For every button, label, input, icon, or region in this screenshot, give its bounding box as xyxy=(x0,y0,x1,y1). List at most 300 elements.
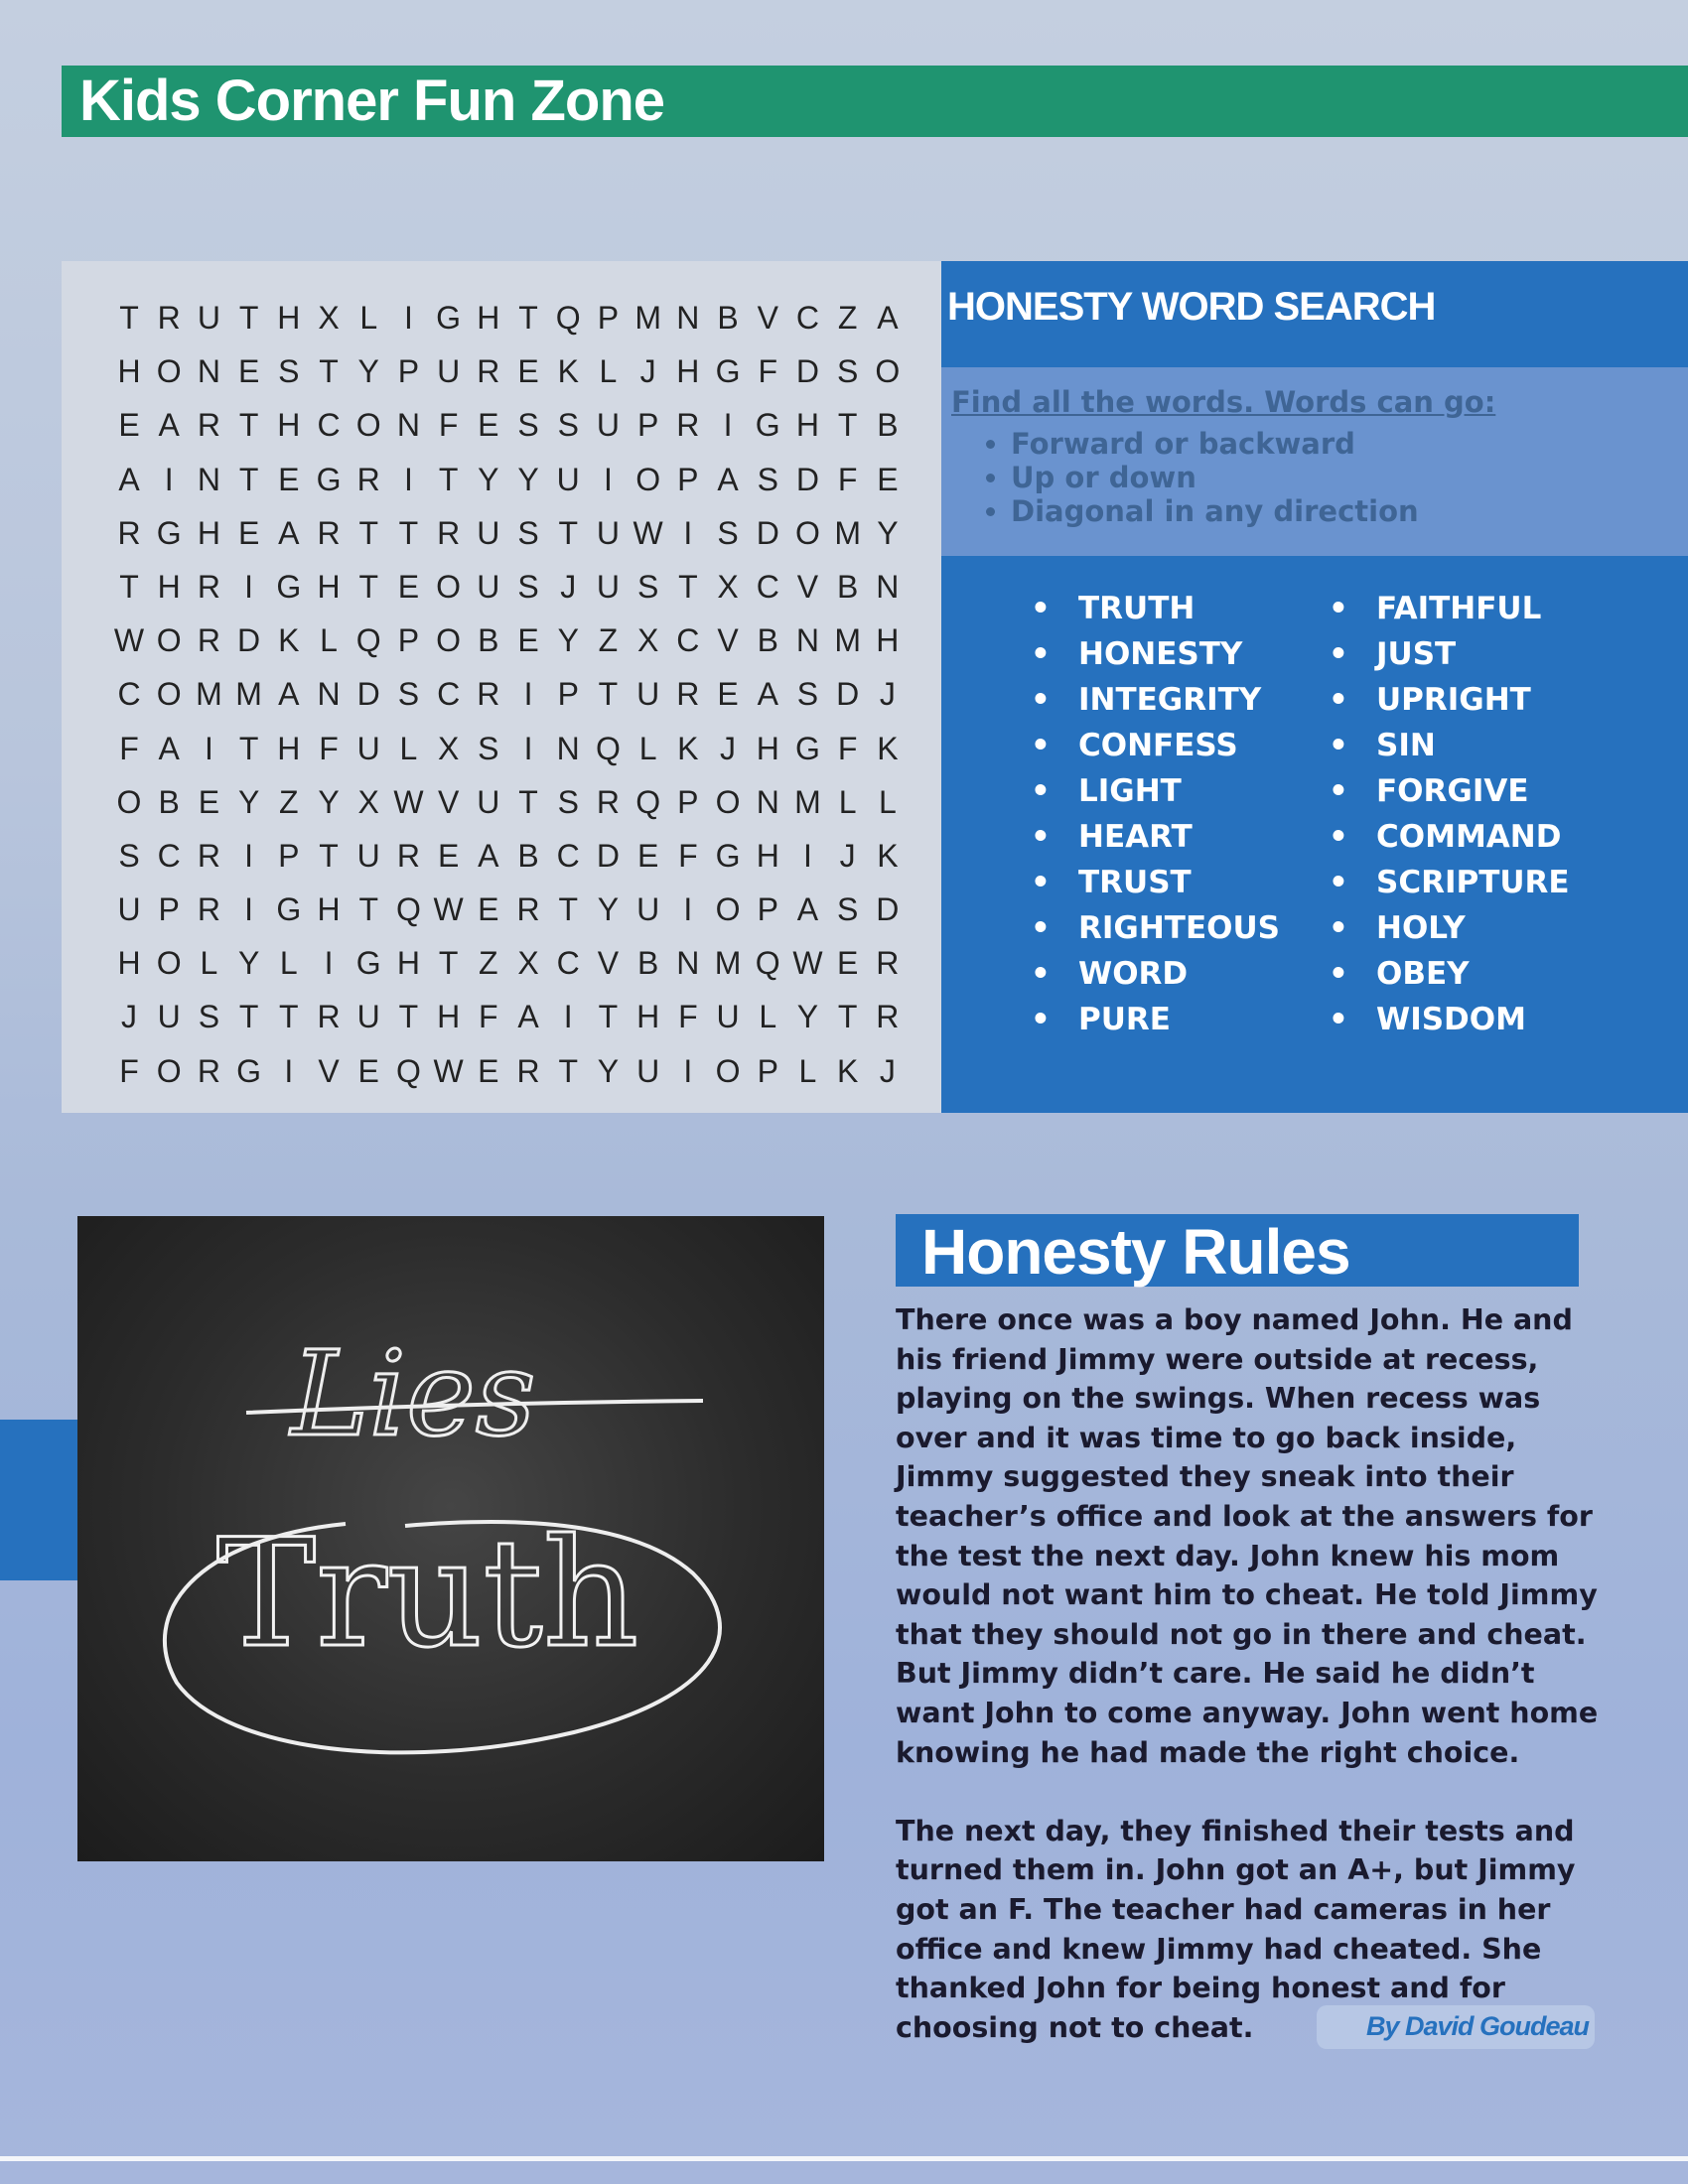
side-accent-bar xyxy=(0,1420,79,1580)
story-paragraph: There once was a boy named John. He and his friend Jimmy were outside at recess, playing on the swings. When recess was over and it was time to go back inside, Jimmy suggested they sneak into their teacher’s office and look at the answers for the test the next day. John knew his mom would not want him to cheat. He told Jimmy that they should not go in there and cheat. But Jimmy didn’t care. He said he didn’t want John to come anyway. John went home knowing he had made the right choice. xyxy=(896,1303,1599,1769)
grid-letter: Q xyxy=(355,622,381,659)
grid-letter: M xyxy=(634,300,661,336)
word-list-item: • TRUTH xyxy=(1031,586,1280,631)
grid-letter: C xyxy=(157,837,181,874)
grid-letter: J xyxy=(879,676,896,713)
grid-letter: U xyxy=(437,353,461,390)
grid-letter: R xyxy=(117,514,141,551)
grid-letter: A xyxy=(796,891,819,928)
grid-letter: L xyxy=(798,1052,817,1089)
grid-letter: C xyxy=(437,676,461,713)
grid-letter: Y xyxy=(478,461,499,497)
word-list-item: • WORD xyxy=(1031,951,1280,997)
grid-letter: G xyxy=(236,1052,262,1089)
grid-row xyxy=(111,936,906,990)
grid-letter: T xyxy=(598,676,619,713)
grid-letter: I xyxy=(523,730,533,766)
grid-letter: U xyxy=(636,1052,660,1089)
word-list-item: • INTEGRITY xyxy=(1031,677,1280,723)
grid-letter: D xyxy=(836,676,860,713)
grid-letter: N xyxy=(556,730,580,766)
chalkboard-image xyxy=(77,1216,824,1861)
rule-item: • Forward or backward xyxy=(1011,427,1419,461)
grid-letter: A xyxy=(757,676,778,713)
grid-letter: F xyxy=(758,353,778,390)
grid-letter: A xyxy=(517,999,539,1035)
grid-letter: S xyxy=(118,837,140,874)
grid-letter: H xyxy=(157,568,181,605)
grid-letter: I xyxy=(803,837,812,874)
grid-letter: A xyxy=(118,461,140,497)
story-title-bar xyxy=(896,1214,1579,1287)
grid-row xyxy=(111,722,906,775)
grid-letter: P xyxy=(397,622,420,659)
grid-letter: I xyxy=(284,1052,294,1089)
byline: By David Goudeau xyxy=(1365,2011,1589,2041)
grid-letter: T xyxy=(398,999,419,1035)
grid-letter: J xyxy=(560,568,577,605)
grid-row xyxy=(111,667,906,721)
grid-letter: F xyxy=(479,999,498,1035)
grid-letter: V xyxy=(796,568,819,605)
grid-letter: I xyxy=(723,407,733,444)
grid-letter: U xyxy=(636,891,660,928)
grid-letter: T xyxy=(358,514,378,551)
grid-letter: B xyxy=(478,622,499,659)
grid-letter: M xyxy=(235,676,262,713)
grid-letter: I xyxy=(683,891,693,928)
grid-letter: C xyxy=(676,622,700,659)
grid-letter: A xyxy=(158,730,180,766)
grid-letter: E xyxy=(357,1052,379,1089)
grid-letter: A xyxy=(278,676,300,713)
grid-letter: O xyxy=(875,353,901,390)
grid-letter: U xyxy=(556,461,580,497)
grid-letter: P xyxy=(278,837,300,874)
grid-row xyxy=(111,506,906,560)
grid-letter: Y xyxy=(597,891,620,928)
grid-letter: C xyxy=(795,300,819,336)
grid-letter: U xyxy=(636,676,660,713)
grid-letter: T xyxy=(598,999,619,1035)
grid-letter: R xyxy=(676,407,700,444)
grid-letter: E xyxy=(836,945,859,982)
grid-letter: V xyxy=(717,622,739,659)
grid-letter: G xyxy=(156,514,182,551)
grid-letter: L xyxy=(279,945,298,982)
instructions-rules xyxy=(997,427,1419,528)
grid-letter: I xyxy=(683,514,693,551)
grid-letter: S xyxy=(278,353,300,390)
grid-letter: B xyxy=(517,837,539,874)
grid-letter: K xyxy=(278,622,300,659)
grid-letter: Y xyxy=(877,514,899,551)
grid-letter: L xyxy=(200,945,218,982)
grid-letter: O xyxy=(355,407,381,444)
word-search-grid-panel xyxy=(62,261,941,1113)
grid-letter: L xyxy=(399,730,418,766)
word-list-item: • CONFESS xyxy=(1031,723,1280,768)
grid-letter: P xyxy=(677,783,699,820)
grid-row xyxy=(111,560,906,614)
grid-letter: R xyxy=(356,461,380,497)
grid-letter: G xyxy=(795,730,820,766)
grid-letter: S xyxy=(517,407,539,444)
grid-row xyxy=(111,775,906,829)
grid-letter: N xyxy=(317,676,341,713)
rule-item: • Up or down xyxy=(1011,461,1419,494)
grid-letter: H xyxy=(117,945,141,982)
grid-letter: Y xyxy=(557,622,579,659)
word-list-panel xyxy=(941,556,1688,1113)
circled-word: Truth xyxy=(216,1508,639,1681)
grid-letter: O xyxy=(156,1052,182,1089)
grid-letter: X xyxy=(437,730,460,766)
grid-letter: T xyxy=(238,461,259,497)
grid-letter: M xyxy=(714,945,742,982)
grid-letter: A xyxy=(278,514,300,551)
grid-letter: U xyxy=(356,730,380,766)
story-body xyxy=(896,1300,1611,2087)
grid-letter: H xyxy=(277,407,301,444)
grid-letter: O xyxy=(715,1052,741,1089)
grid-letter: O xyxy=(795,514,820,551)
grid-letter: U xyxy=(716,999,740,1035)
grid-letter: K xyxy=(877,837,899,874)
grid-letter: O xyxy=(635,461,661,497)
grid-letter: Z xyxy=(479,945,498,982)
grid-letter: T xyxy=(119,300,139,336)
grid-letter: I xyxy=(204,730,213,766)
grid-letter: E xyxy=(517,353,539,390)
grid-letter: S xyxy=(636,568,659,605)
grid-letter: T xyxy=(358,568,378,605)
grid-letter: C xyxy=(317,407,341,444)
grid-row xyxy=(111,829,906,883)
grid-letter: V xyxy=(757,300,778,336)
grid-letter: F xyxy=(837,461,858,497)
grid-letter: E xyxy=(478,407,499,444)
grid-letter: L xyxy=(878,783,897,820)
grid-letter: T xyxy=(319,837,339,874)
grid-row xyxy=(111,291,906,344)
grid-letter: O xyxy=(436,622,462,659)
word-list-column-2 xyxy=(1329,586,1570,1042)
grid-letter: R xyxy=(197,1052,220,1089)
grid-letter: U xyxy=(477,514,500,551)
word-list-item: • SIN xyxy=(1329,723,1570,768)
grid-letter: H xyxy=(317,891,341,928)
grid-letter: H xyxy=(756,730,779,766)
grid-letter: M xyxy=(834,622,861,659)
grid-letter: E xyxy=(877,461,899,497)
grid-letter: E xyxy=(636,837,659,874)
grid-letter: W xyxy=(433,891,464,928)
word-search-grid xyxy=(111,291,906,1098)
grid-letter: D xyxy=(356,676,380,713)
grid-letter: K xyxy=(557,353,579,390)
grid-letter: W xyxy=(113,622,145,659)
grid-letter: I xyxy=(563,999,573,1035)
grid-letter: G xyxy=(355,945,381,982)
word-list-item: • TRUST xyxy=(1031,860,1280,905)
grid-letter: P xyxy=(677,461,699,497)
grid-letter: H xyxy=(477,300,500,336)
grid-letter: R xyxy=(197,891,220,928)
grid-letter: A xyxy=(158,407,180,444)
grid-letter: E xyxy=(478,1052,499,1089)
grid-letter: V xyxy=(318,1052,340,1089)
grid-letter: S xyxy=(397,676,420,713)
grid-letter: D xyxy=(756,514,779,551)
grid-letter: N xyxy=(756,783,779,820)
word-search-title: HONESTY WORD SEARCH xyxy=(947,285,1436,329)
word-list-item: • OBEY xyxy=(1329,951,1570,997)
grid-letter: Y xyxy=(357,353,379,390)
grid-letter: R xyxy=(197,407,220,444)
grid-letter: P xyxy=(158,891,180,928)
grid-letter: T xyxy=(558,514,578,551)
grid-letter: Y xyxy=(597,1052,620,1089)
grid-letter: G xyxy=(316,461,342,497)
grid-letter: I xyxy=(523,676,533,713)
grid-letter: L xyxy=(759,999,777,1035)
grid-letter: I xyxy=(403,300,413,336)
grid-letter: I xyxy=(244,891,254,928)
grid-letter: X xyxy=(517,945,539,982)
grid-letter: W xyxy=(792,945,823,982)
grid-letter: I xyxy=(164,461,174,497)
grid-letter: W xyxy=(393,783,424,820)
grid-letter: I xyxy=(324,945,334,982)
grid-letter: R xyxy=(317,514,341,551)
grid-letter: C xyxy=(117,676,141,713)
grid-letter: E xyxy=(198,783,220,820)
grid-letter: I xyxy=(603,461,613,497)
grid-letter: T xyxy=(358,891,378,928)
grid-letter: U xyxy=(356,837,380,874)
grid-letter: T xyxy=(238,730,259,766)
grid-letter: Y xyxy=(796,999,819,1035)
grid-letter: H xyxy=(277,300,301,336)
grid-letter: P xyxy=(557,676,579,713)
grid-letter: Q xyxy=(635,783,661,820)
grid-letter: U xyxy=(157,999,181,1035)
grid-letter: B xyxy=(877,407,899,444)
grid-letter: U xyxy=(477,783,500,820)
grid-letter: O xyxy=(715,783,741,820)
grid-letter: D xyxy=(795,461,819,497)
grid-letter: R xyxy=(516,891,540,928)
grid-letter: L xyxy=(320,622,338,659)
grid-letter: U xyxy=(596,568,620,605)
word-list-item: • JUST xyxy=(1329,631,1570,677)
grid-letter: R xyxy=(157,300,181,336)
grid-letter: K xyxy=(677,730,699,766)
grid-letter: T xyxy=(438,461,459,497)
grid-letter: E xyxy=(397,568,420,605)
page-title: Kids Corner Fun Zone xyxy=(79,68,664,133)
grid-letter: F xyxy=(319,730,339,766)
grid-letter: L xyxy=(638,730,657,766)
grid-letter: T xyxy=(518,783,538,820)
grid-letter: B xyxy=(636,945,659,982)
grid-letter: E xyxy=(517,622,539,659)
grid-letter: S xyxy=(836,891,859,928)
word-list-item: • FORGIVE xyxy=(1329,768,1570,814)
grid-letter: L xyxy=(359,300,378,336)
crossed-word: Lies xyxy=(291,1325,536,1462)
grid-letter: R xyxy=(676,676,700,713)
grid-row xyxy=(111,344,906,398)
grid-letter: H xyxy=(756,837,779,874)
grid-letter: Y xyxy=(318,783,340,820)
grid-letter: Y xyxy=(517,461,539,497)
grid-letter: V xyxy=(437,783,460,820)
grid-row xyxy=(111,614,906,667)
grid-letter: J xyxy=(121,999,137,1035)
grid-letter: D xyxy=(876,891,900,928)
grid-letter: J xyxy=(639,353,656,390)
grid-letter: S xyxy=(836,353,859,390)
word-list-item: • SCRIPTURE xyxy=(1329,860,1570,905)
grid-letter: O xyxy=(116,783,142,820)
grid-letter: H xyxy=(795,407,819,444)
story-title: Honesty Rules xyxy=(921,1216,1350,1288)
grid-letter: F xyxy=(119,730,139,766)
word-list-item: • HEART xyxy=(1031,814,1280,860)
grid-letter: T xyxy=(319,353,339,390)
grid-letter: H xyxy=(396,945,420,982)
grid-letter: U xyxy=(596,514,620,551)
grid-letter: D xyxy=(237,622,261,659)
story-paragraph: The next day, they finished their tests and turned them in. John got an A+, but Jimmy got an F. The teacher had cameras in her office and knew Jimmy had cheated. She thanked John for being honest and for choosing not to cheat. xyxy=(896,1814,1576,2044)
grid-letter: G xyxy=(755,407,780,444)
grid-letter: O xyxy=(156,622,182,659)
grid-row xyxy=(111,883,906,936)
grid-letter: Z xyxy=(598,622,619,659)
grid-letter: E xyxy=(437,837,460,874)
grid-letter: N xyxy=(676,300,700,336)
chalkboard-drawing xyxy=(77,1216,824,1861)
grid-letter: F xyxy=(678,837,698,874)
grid-letter: R xyxy=(197,568,220,605)
word-list-item: • WISDOM xyxy=(1329,997,1570,1042)
grid-letter: S xyxy=(557,783,579,820)
grid-letter: Q xyxy=(595,730,621,766)
grid-letter: T xyxy=(398,514,419,551)
grid-letter: S xyxy=(557,407,579,444)
grid-letter: S xyxy=(517,568,539,605)
grid-letter: T xyxy=(518,300,538,336)
grid-letter: M xyxy=(196,676,222,713)
grid-letter: B xyxy=(836,568,859,605)
word-list-item: • LIGHT xyxy=(1031,768,1280,814)
grid-letter: W xyxy=(433,1052,464,1089)
grid-letter: Q xyxy=(555,300,581,336)
grid-letter: S xyxy=(198,999,220,1035)
grid-letter: S xyxy=(796,676,819,713)
grid-letter: R xyxy=(477,353,500,390)
grid-letter: N xyxy=(876,568,900,605)
grid-letter: U xyxy=(596,407,620,444)
grid-letter: O xyxy=(715,891,741,928)
rule-item: • Diagonal in any direction xyxy=(1011,494,1419,528)
grid-letter: V xyxy=(597,945,620,982)
word-list-item: • RIGHTEOUS xyxy=(1031,905,1280,951)
instructions-intro: Find all the words. Words can go: xyxy=(951,385,1496,419)
grid-letter: X xyxy=(636,622,659,659)
grid-letter: H xyxy=(197,514,220,551)
grid-letter: S xyxy=(717,514,739,551)
grid-letter: T xyxy=(238,407,259,444)
grid-letter: G xyxy=(715,353,741,390)
grid-letter: H xyxy=(277,730,301,766)
grid-letter: R xyxy=(197,622,220,659)
grid-letter: G xyxy=(276,568,302,605)
grid-letter: M xyxy=(794,783,821,820)
grid-letter: O xyxy=(436,568,462,605)
grid-letter: P xyxy=(636,407,659,444)
grid-letter: U xyxy=(477,568,500,605)
word-list-item: • PURE xyxy=(1031,997,1280,1042)
grid-letter: E xyxy=(478,891,499,928)
word-list-item: • FAITHFUL xyxy=(1329,586,1570,631)
grid-letter: N xyxy=(795,622,819,659)
grid-letter: G xyxy=(436,300,462,336)
grid-letter: P xyxy=(397,353,420,390)
grid-row xyxy=(111,398,906,452)
grid-letter: T xyxy=(837,407,858,444)
grid-letter: H xyxy=(317,568,341,605)
grid-letter: Z xyxy=(837,300,858,336)
grid-letter: O xyxy=(156,676,182,713)
grid-letter: T xyxy=(119,568,139,605)
grid-letter: X xyxy=(717,568,739,605)
grid-letter: R xyxy=(437,514,461,551)
grid-letter: R xyxy=(596,783,620,820)
grid-letter: Y xyxy=(237,945,260,982)
grid-letter: T xyxy=(279,999,299,1035)
grid-row xyxy=(111,453,906,506)
word-list-column-1 xyxy=(1031,586,1280,1042)
grid-letter: G xyxy=(276,891,302,928)
grid-letter: B xyxy=(158,783,180,820)
grid-letter: H xyxy=(117,353,141,390)
grid-letter: A xyxy=(478,837,499,874)
grid-letter: U xyxy=(197,300,220,336)
grid-letter: O xyxy=(156,353,182,390)
grid-letter: T xyxy=(558,1052,578,1089)
grid-letter: Q xyxy=(395,1052,421,1089)
grid-letter: M xyxy=(834,514,861,551)
grid-letter: F xyxy=(678,999,698,1035)
grid-letter: A xyxy=(877,300,899,336)
grid-letter: R xyxy=(516,1052,540,1089)
word-search-header xyxy=(941,261,1688,367)
grid-letter: I xyxy=(403,461,413,497)
grid-letter: I xyxy=(683,1052,693,1089)
grid-letter: U xyxy=(117,891,141,928)
grid-letter: R xyxy=(197,837,220,874)
grid-letter: I xyxy=(244,837,254,874)
word-list-item: • UPRIGHT xyxy=(1329,677,1570,723)
grid-letter: R xyxy=(396,837,420,874)
grid-letter: P xyxy=(597,300,620,336)
grid-letter: F xyxy=(438,407,459,444)
grid-letter: Y xyxy=(237,783,260,820)
grid-letter: Z xyxy=(279,783,299,820)
